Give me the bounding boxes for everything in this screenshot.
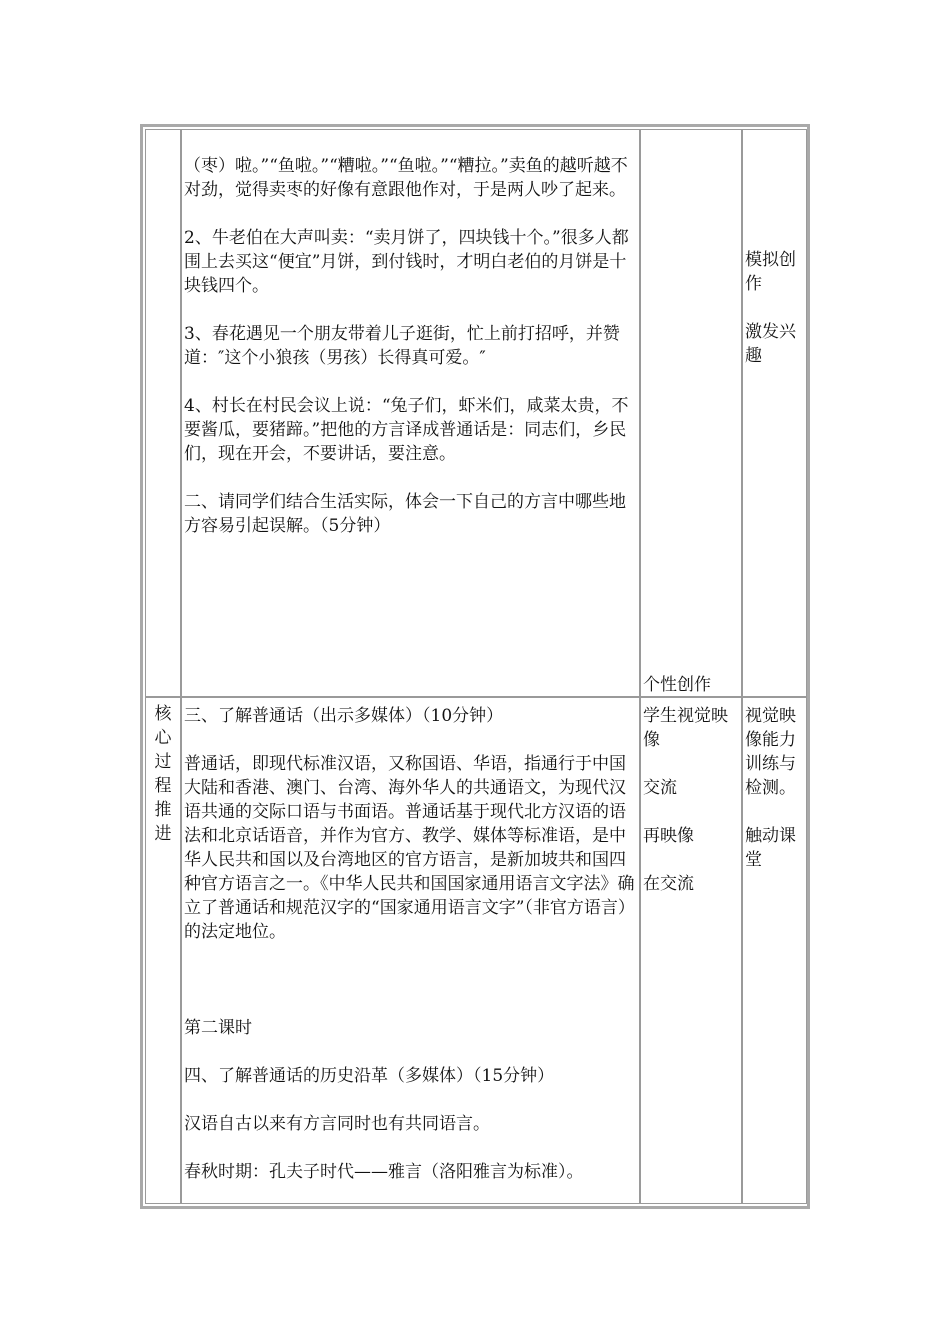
section-4-heading: 四、了解普通话的历史沿革（多媒体）（15分钟） [184, 1066, 555, 1086]
example-2-paragraph: 2、牛老伯在大声叫卖：“卖月饼了，四块钱十个。”很多人都围上去买这“便宜”月饼，到付钱时，才明白老伯的月饼是十块钱四个。 [184, 228, 629, 296]
stage-cell-row2 [145, 697, 181, 1204]
spring-autumn-paragraph: 春秋时期：孔夫子时代——雅言（洛阳雅言为标准）。 [184, 1162, 584, 1182]
student-activity-visual: 学生视觉映像 [643, 706, 728, 750]
student-activity-cell-row1 [640, 129, 742, 697]
student-activity-text: 个性创作 [643, 675, 711, 695]
design-intent-cell-row1 [742, 129, 807, 697]
design-intent-1: 模拟创作 [745, 250, 796, 294]
design-intent-2: 激发兴趣 [745, 322, 796, 366]
stage-cell-row1 [145, 129, 181, 697]
task-2-paragraph: 二、请同学们结合生活实际，体会一下自己的方言中哪些地方容易引起误解。（5分钟） [184, 492, 626, 536]
lesson-plan-table [140, 124, 810, 1209]
design-intent-3: 视觉映像能力训练与检测。 [745, 706, 796, 798]
example-4-paragraph: 4、村长在村民会议上说：“兔子们，虾米们，咸菜太贵，不要酱瓜，要猪蹄。”把他的方言译成普通话是：同志们，乡民们，现在开会，不要讲话，要注意。 [184, 396, 629, 464]
design-intent-4: 触动课堂 [745, 826, 796, 870]
story-ending-paragraph: （枣）啦。”“鱼啦。”“糟啦。”“鱼啦。”“糟拉。”卖鱼的越听越不对劲，觉得卖枣的好像有意跟他作对，于是两人吵了起来。 [184, 156, 628, 200]
history-intro-paragraph: 汉语自古以来有方言同时也有共同语言。 [184, 1114, 490, 1134]
main-content-cell-row2 [181, 697, 640, 1204]
student-activity-exchange: 交流 [643, 778, 677, 798]
stage-label: 核心过程推进 [154, 704, 172, 844]
second-lesson-heading: 第二课时 [184, 1018, 252, 1038]
student-activity-cell-row2 [640, 697, 742, 1204]
student-activity-revisualize: 再映像 [643, 826, 694, 846]
student-activity-re-exchange: 在交流 [643, 874, 694, 894]
section-3-heading: 三、了解普通话（出示多媒体）（10分钟） [184, 706, 504, 726]
main-content-cell-row1 [181, 129, 640, 697]
putonghua-definition-paragraph: 普通话，即现代标准汉语，又称国语、华语，指通行于中国大陆和香港、澳门、台湾、海外华人的共通语文，为现代汉语共通的交际口语与书面语。普通话基于现代北方汉语的语法和北京话语音，并作为官方、教学、媒体等标准语，是中华人民共和国以及台湾地区的官方语言，是新加坡共和国四种官方语言之一。《中华人民共和国国家通用语言文字法》确立了普通话和规范汉字的“国家通用语言文字”（非官方语言）的法定地位。 [184, 754, 635, 942]
design-intent-cell-row2 [742, 697, 807, 1204]
example-3-paragraph: 3、春花遇见一个朋友带着儿子逛街，忙上前打招呼，并赞道：″这个小狼孩（男孩）长得真可爱。″ [184, 324, 620, 368]
